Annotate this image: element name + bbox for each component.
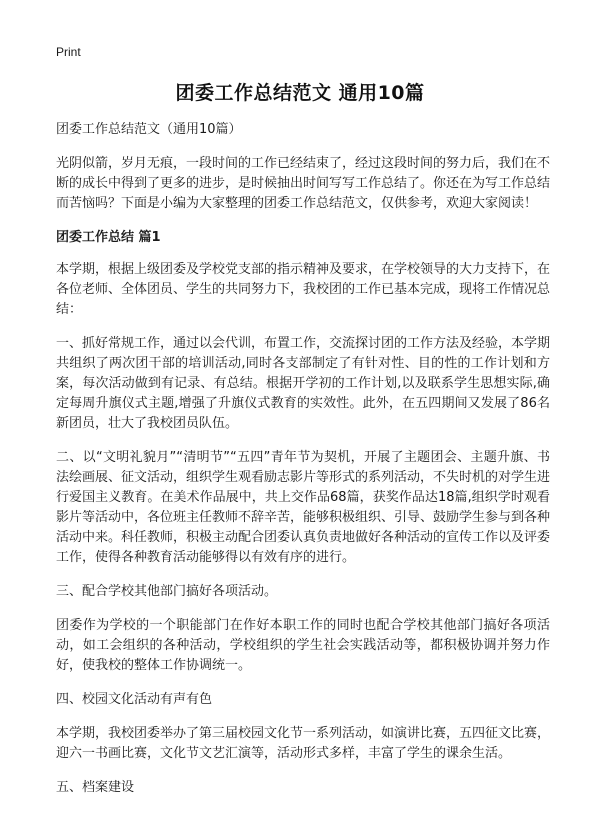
paragraph: 三、配合学校其他部门搞好各项活动。 xyxy=(56,584,278,599)
intro-paragraph: 光阴似箭，岁月无痕，一段时间的工作已经结束了，经过这段时间的努力后，我们在不断的成长中得到了更多的进步，是时候抽出时间写写工作总结了。你还在为写工作总结而苦恼吗？下面是小编为大家整理的团委工作总结范文，仅供参考，欢迎大家阅读！ xyxy=(56,156,551,211)
paragraph: 四、校园文化活动有声有色 xyxy=(56,692,213,707)
paragraph: 一、抓好常规工作，通过以会代训，布置工作，交流探讨团的工作方法及经验，本学期共组织了两次团干部的培训活动,同时各支部制定了有针对性、目的性的工作计划和方案，每次活动做到有记录、有总结。根据开学初的工作计划,以及联系学生思想实际,确定每周升旗仪式主题,增强了升旗仪式教育的实效性。此外，在五四期间又发展了86名新团员，壮大了我校团员队伍。 xyxy=(56,336,551,431)
paragraph: 本学期，我校团委举办了第三届校园文化节一系列活动，如演讲比赛，五四征文比赛，迎六一书画比赛，文化节文艺汇演等，活动形式多样，丰富了学生的课余生活。 xyxy=(56,726,551,761)
paragraph: 五、档案建设 xyxy=(56,780,135,795)
document-title: 团委工作总结范文 通用10篇 xyxy=(175,82,425,104)
document-body xyxy=(56,120,550,812)
print-link[interactable]: Print xyxy=(56,45,81,59)
section-heading: 团委工作总结 篇1 xyxy=(56,230,161,245)
document-subtitle: 团委工作总结范文（通用10篇） xyxy=(56,122,242,137)
paragraph: 团委作为学校的一个职能部门在作好本职工作的同时也配合学校其他部门搞好各项活动，如工会组织的各种活动，学校组织的学生社会实践活动等，都积极协调并努力作好，使我校的整体工作协调统一。 xyxy=(56,618,550,673)
paragraph: 二、以“文明礼貌月”“清明节”“五四”青年节为契机，开展了主题团会、主题升旗、书法绘画展、征文活动，组织学生观看励志影片等形式的系列活动，不失时机的对学生进行爱国主义教育。在美术作品展中，共上交作品68篇，获奖作品达18篇,组织学时观看影片等活动中，各位班主任教师不辞辛苦，能够积极组织、引导、鼓励学生参与到各种活动中来。科任教师，积极主动配合团委认真负责地做好各种活动的宣传工作以及评委工作，使得各种教育活动能够得以有效有序的进行。 xyxy=(56,450,551,565)
paragraph: 本学期，根据上级团委及学校党支部的指示精神及要求，在学校领导的大力支持下，在各位老师、全体团员、学生的共同努力下，我校团的工作已基本完成，现将工作情况总结： xyxy=(56,262,551,317)
